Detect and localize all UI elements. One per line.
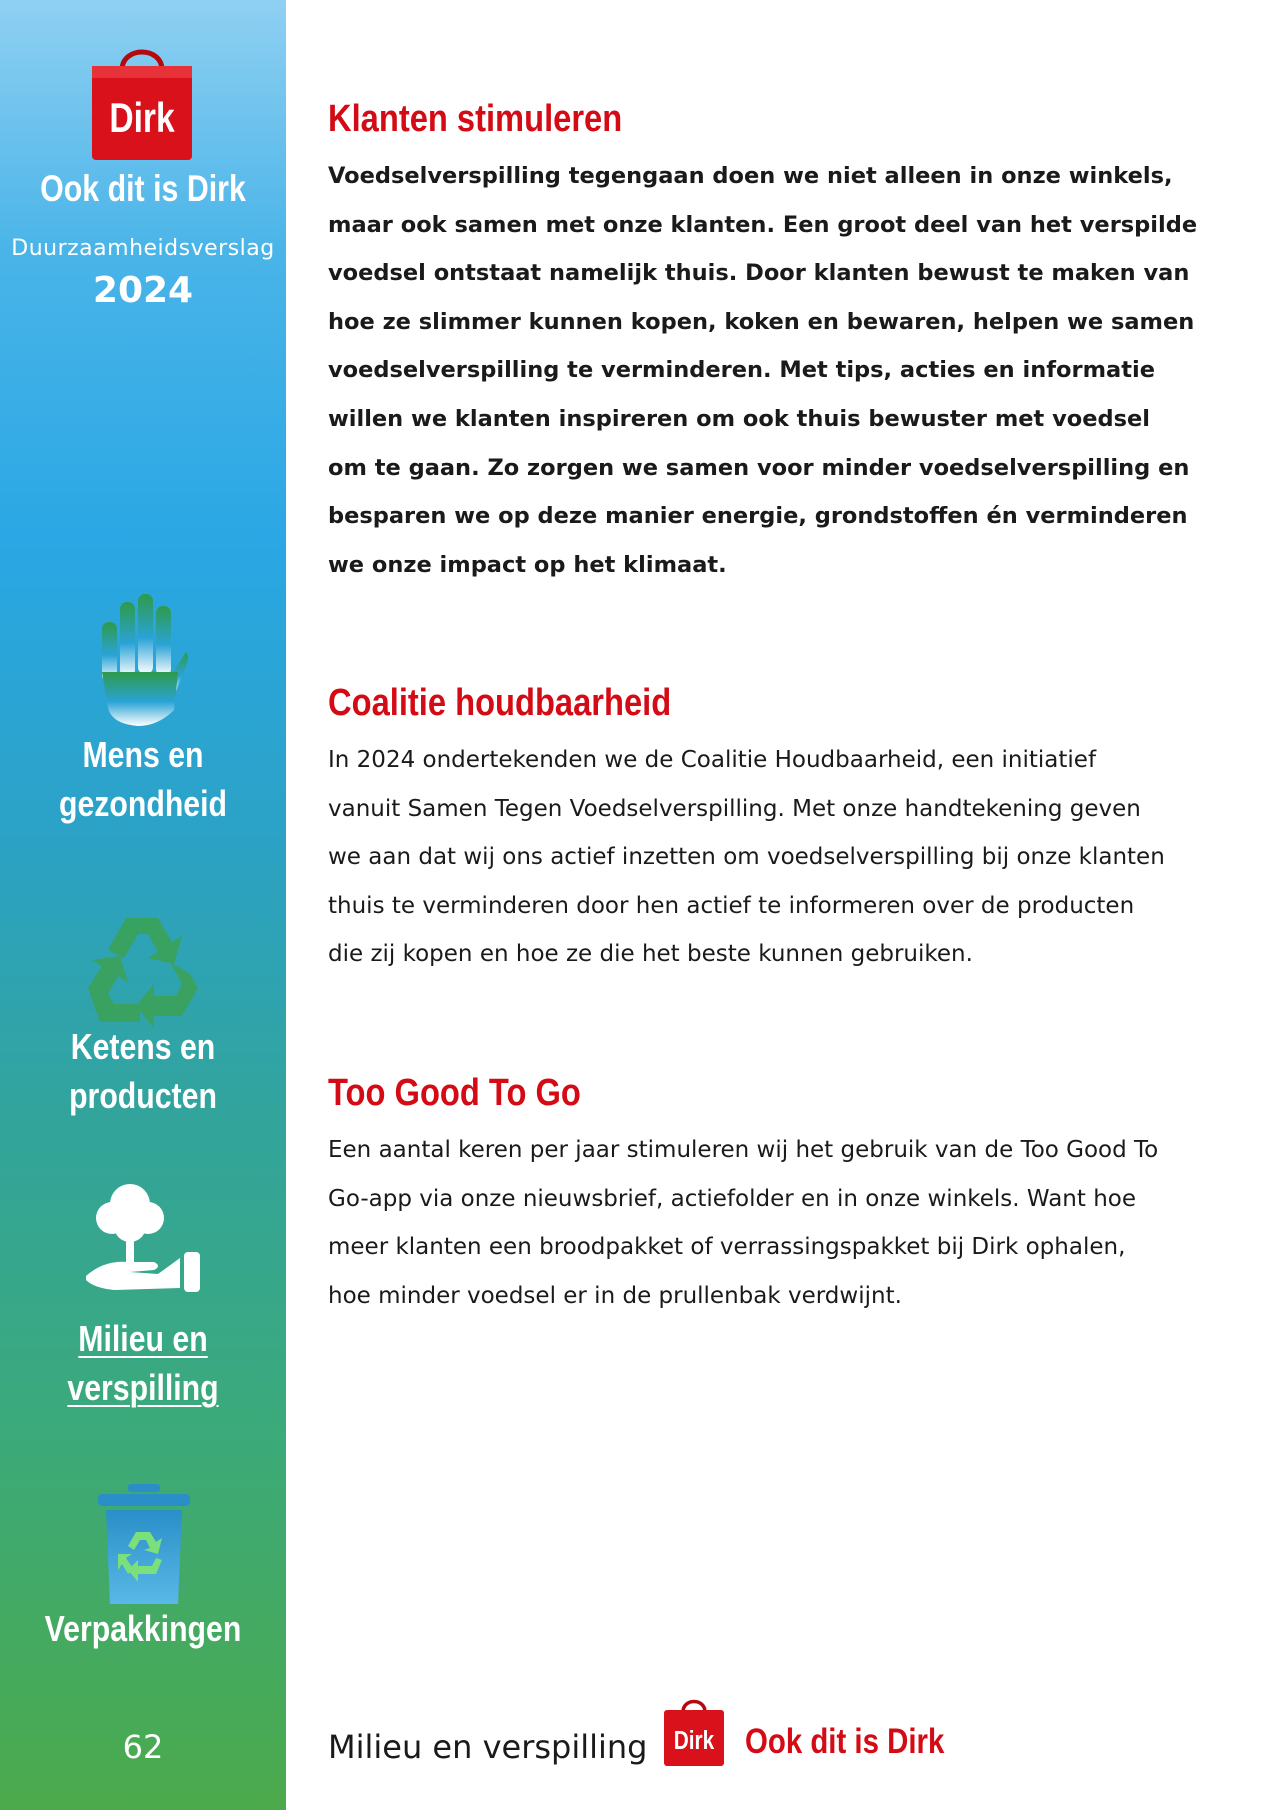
body-line: voedselverspilling te verminderen. Met tips, acties en informatie [328, 357, 1155, 384]
body-line: om te gaan. Zo zorgen we samen voor minder voedselverspilling en [328, 454, 1190, 481]
body-line: hoe minder voedsel er in de prullenbak verdwijnt. [328, 1282, 902, 1309]
section-body [328, 736, 1248, 979]
body-line: maar ook samen met onze klanten. Een groot deel van het verspilde [328, 211, 1198, 238]
body-line: Een aantal keren per jaar stimuleren wij het gebruik van de Too Good To [328, 1137, 1159, 1163]
nav-label-line: producten [69, 1075, 217, 1116]
hand-icon[interactable] [98, 592, 190, 726]
dirk-logo-bag-icon[interactable] [88, 40, 196, 162]
body-line: besparen we op deze manier energie, grondstoffen én verminderen [328, 503, 1188, 530]
sidebar [0, 0, 286, 1810]
footer-section-name: Milieu en verspilling [328, 1728, 648, 1766]
body-line: we aan dat wij ons actief inzetten om voedselverspilling bij onze klanten [328, 844, 1165, 871]
section-body [328, 152, 1248, 589]
brand-title: Ook dit is Dirk [40, 168, 246, 209]
nav-label-line: Milieu en [78, 1318, 208, 1359]
report-year: 2024 [92, 270, 194, 311]
nav-mens-en-gezondheid[interactable] [23, 730, 263, 828]
nav-verpakkingen[interactable] [23, 1604, 263, 1653]
report-name: Duurzaamheidsverslag [11, 236, 275, 261]
dirk-logo-bag-icon[interactable] [661, 1694, 727, 1768]
body-line: we onze impact op het klimaat. [328, 551, 727, 578]
svg-text:Dirk: Dirk [673, 1725, 715, 1755]
nav-label-line: verspilling [67, 1367, 219, 1408]
nav-ketens-en-producten[interactable] [23, 1022, 263, 1120]
body-line: vanuit Samen Tegen Voedselverspilling. Met onze handtekening geven [328, 795, 1141, 822]
body-line: hoe ze slimmer kunnen kopen, koken en bewaren, helpen we samen [328, 308, 1195, 335]
body-line: In 2024 ondertekenden we de Coalitie Houdbaarheid, een initiatief [328, 747, 1097, 773]
tree-hand-icon[interactable] [84, 1180, 204, 1292]
section-heading: Too Good To Go [328, 1072, 581, 1114]
page-number: 62 [122, 1728, 164, 1766]
svg-text:Dirk: Dirk [109, 95, 175, 142]
section-heading: Coalitie houdbaarheid [328, 682, 672, 724]
nav-label-line: Verpakkingen [44, 1608, 242, 1649]
nav-label-line: Mens en [82, 734, 204, 775]
body-line: die zij kopen en hoe ze die het beste kunnen gebruiken. [328, 941, 973, 968]
section-heading: Klanten stimuleren [328, 98, 623, 140]
recycle-icon[interactable] [82, 912, 202, 1028]
body-line: thuis te verminderen door hen actief te informeren over de producten [328, 892, 1135, 919]
footer-brand-title: Ook dit is Dirk [745, 1722, 945, 1761]
recycle-bin-icon[interactable] [96, 1482, 192, 1606]
nav-label-line: Ketens en [70, 1026, 216, 1067]
section-body [328, 1126, 1248, 1320]
nav-label-line: gezondheid [59, 783, 228, 824]
body-line: voedsel ontstaat namelijk thuis. Door klanten bewust te maken van [328, 260, 1190, 287]
body-line: willen we klanten inspireren om ook thuis bewuster met voedsel [328, 405, 1150, 432]
body-line: meer klanten een broodpakket of verrassingspakket bij Dirk ophalen, [328, 1234, 1126, 1261]
body-line: Voedselverspilling tegengaan doen we niet alleen in onze winkels, [328, 163, 1173, 189]
body-line: Go-app via onze nieuwsbrief, actiefolder en in onze winkels. Want hoe [328, 1185, 1136, 1212]
nav-milieu-en-verspilling[interactable] [23, 1314, 263, 1412]
